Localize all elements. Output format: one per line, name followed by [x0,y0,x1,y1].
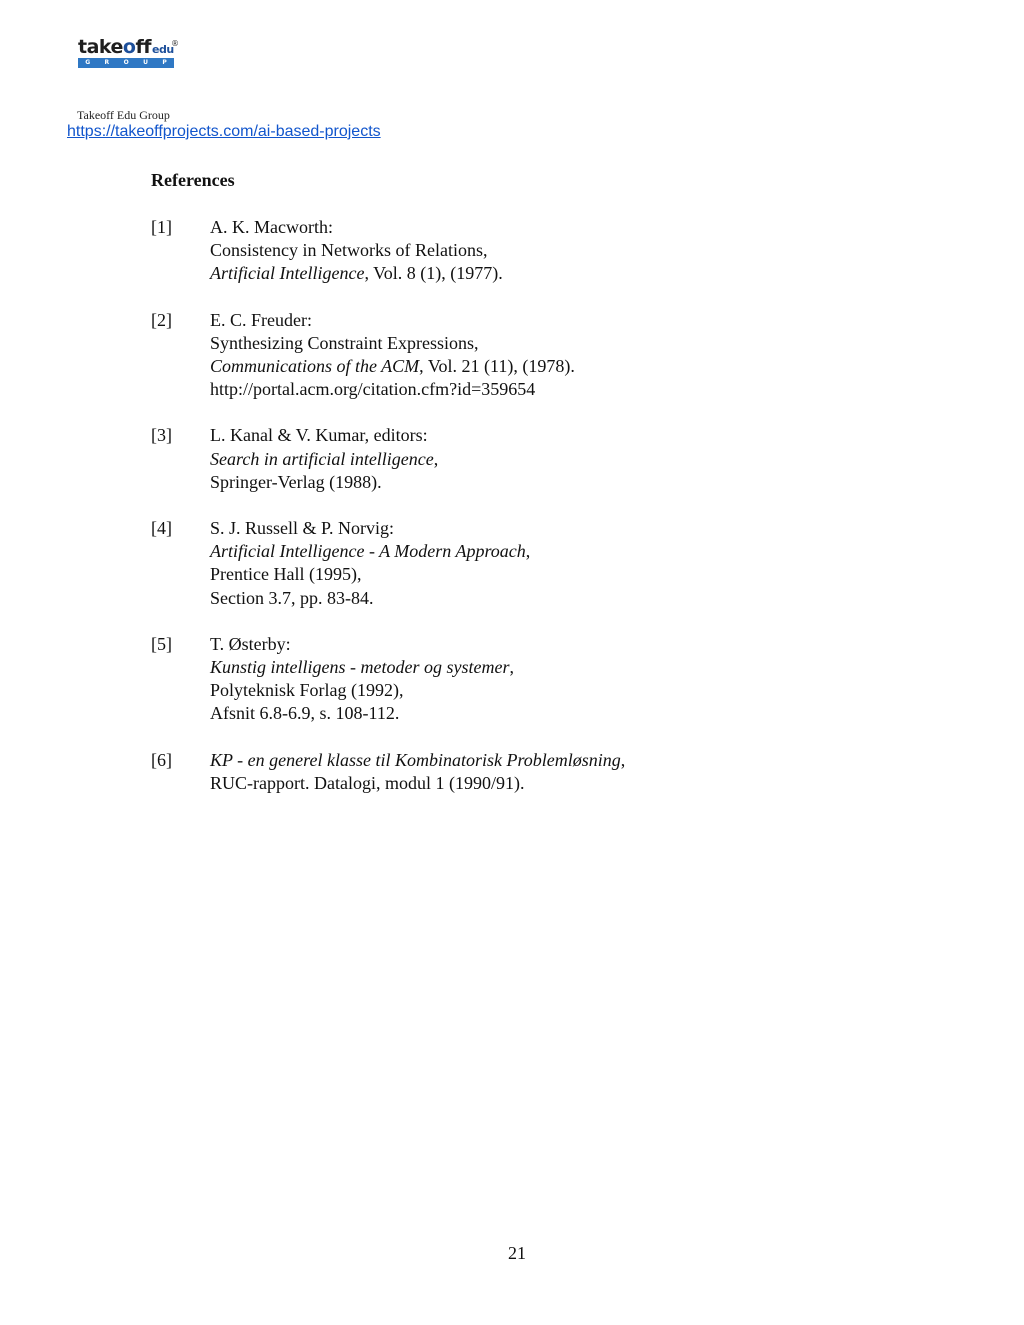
reference-number: [6] [151,749,172,770]
reference-number: [3] [151,425,172,446]
logo-text-ff: ff [135,36,152,58]
logo-text-o: o [122,36,136,58]
reference-venue [210,262,911,285]
page-number: 21 [508,1243,526,1263]
reference-body [210,309,911,402]
reference-title-italic: Search in artificial intelligence [210,448,434,469]
reference-title-italic: KP - en generel klasse til Kombinatorisk Problemløsning [210,749,621,770]
reference-list [151,216,911,818]
reference-title-punct: , [509,657,514,678]
reference-venue-details: , Vol. 21 (11), (1978). [419,356,575,377]
logo-group-letter: R [104,59,110,66]
reference-link: http://portal.acm.org/citation.cfm?id=359654 [210,379,536,400]
reference-number: [2] [151,309,172,330]
reference-body [210,517,911,610]
logo-group-letter: O [123,59,129,66]
section-title: References [151,170,235,190]
reference-publisher: RUC-rapport. Datalogi, modul 1 (1990/91). [210,772,525,793]
reference-venue-name: Communications of the ACM [210,356,420,377]
reference-author: T. Østerby: [210,633,291,654]
company-logo [76,36,179,70]
reference-title [210,656,911,679]
reference-item [151,749,911,795]
reference-number: [4] [151,518,172,539]
logo-group-letter: U [143,59,148,66]
reference-title-punct: , [433,448,439,469]
reference-item [151,424,911,494]
reference-pages: Afsnit 6.8-6.9, s. 108-112. [210,703,400,724]
reference-title-punct: , [525,541,531,562]
logo-text-edu: edu [152,43,174,56]
reference-item [151,216,911,286]
reference-title-italic: Artificial Intelligence - A Modern Approach [210,541,526,562]
reference-venue-details: , Vol. 8 (1), (1977). [364,263,503,284]
reference-body [210,216,911,286]
reference-title-italic: Kunstig intelligens - metoder og systemer [210,657,510,678]
reference-author: L. Kanal & V. Kumar, editors: [210,425,428,446]
registered-mark: ® [171,39,179,48]
logo-text-take: take [78,36,123,58]
reference-author: S. J. Russell & P. Norvig: [210,518,395,539]
reference-publisher: Springer-Verlag (1988). [210,471,382,492]
header-url-link[interactable]: https://takeoffprojects.com/ai-based-projects [67,123,381,140]
reference-body [210,633,911,726]
reference-title: Consistency in Networks of Relations, [210,240,488,261]
reference-item [151,309,911,402]
reference-publisher: Prentice Hall (1995), [210,564,362,585]
reference-venue [210,355,911,378]
reference-title-punct: , [620,749,626,770]
reference-title [210,749,911,772]
logo-group-letter: P [162,59,167,66]
logo-group-bar [78,58,174,68]
reference-item [151,517,911,610]
reference-body [210,424,911,494]
reference-title [210,448,911,471]
reference-author: A. K. Macworth: [210,217,333,237]
organization-name: Takeoff Edu Group [77,108,170,122]
reference-pages: Section 3.7, pp. 83-84. [210,587,374,608]
reference-publisher: Polyteknisk Forlag (1992), [210,680,404,701]
reference-author: E. C. Freuder: [210,309,312,330]
reference-item [151,633,911,726]
reference-venue-name: Artificial Intelligence [210,263,365,284]
reference-number: [1] [151,217,172,237]
reference-title: Synthesizing Constraint Expressions, [210,332,479,353]
logo-group-letter: G [85,59,91,66]
reference-title [210,540,911,563]
reference-body [210,749,911,795]
reference-number: [5] [151,633,172,654]
